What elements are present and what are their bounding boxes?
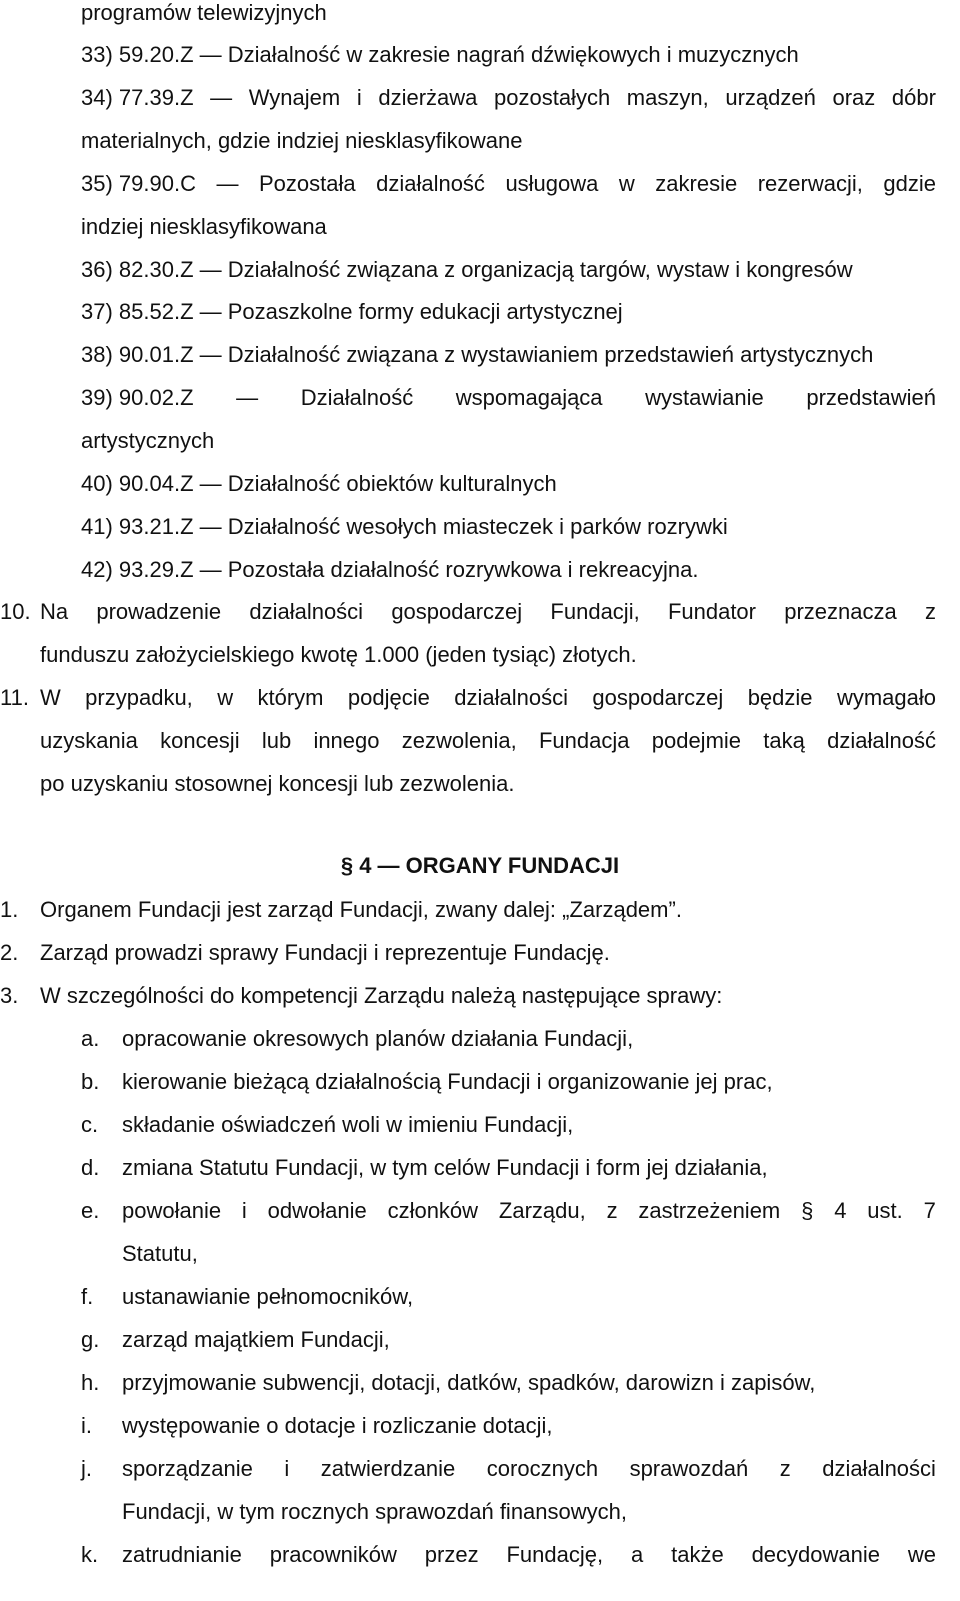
word: koncesji — [160, 728, 240, 753]
list-item-d: zmiana Statutu Fundacji, w tym celów Fundacji i form jej działania, — [122, 1155, 768, 1180]
activity-item-39-line-1 — [81, 385, 936, 411]
word: przypadku, — [85, 685, 193, 710]
list-item-k-letter: k. — [81, 1542, 99, 1567]
activity-item-41: 41) 93.21.Z — Działalność wesołych miasteczek i parków rozrywki — [81, 514, 728, 539]
list-item-c: składanie oświadczeń woli w imieniu Fundacji, — [122, 1112, 574, 1137]
list-item-f-letter: f. — [81, 1284, 94, 1309]
word: W — [40, 685, 61, 710]
word: rezerwacji, — [757, 171, 863, 196]
word: działalności — [822, 1456, 936, 1481]
word: odwołanie — [267, 1198, 367, 1223]
activity-continuation: programów telewizyjnych — [81, 0, 327, 25]
point-2-text: Zarząd prowadzi sprawy Fundacji i reprezentuje Fundację. — [40, 940, 610, 965]
activity-item-38: 38) 90.01.Z — Działalność związana z wystawianiem przedstawień artystycznych — [81, 342, 874, 367]
list-item-k-line-1 — [122, 1542, 936, 1568]
word: — — [236, 385, 259, 410]
word: urządzeń — [725, 85, 816, 110]
word: także — [671, 1542, 724, 1567]
word: dóbr — [891, 85, 936, 110]
activity-item-39-line-2: artystycznych — [81, 428, 215, 453]
paragraph-10-line-2: funduszu założycielskiego kwotę 1.000 (jeden tysiąc) złotych. — [40, 642, 637, 667]
word: wystawianie — [645, 385, 764, 410]
word: zastrzeżeniem — [638, 1198, 781, 1223]
list-item-e-line-2: Statutu, — [122, 1241, 198, 1266]
activity-item-34-line-1 — [81, 85, 936, 111]
word: — — [210, 85, 233, 110]
word: członków — [387, 1198, 479, 1223]
point-1-number: 1. — [0, 897, 19, 922]
point-3-text: W szczególności do kompetencji Zarządu należą następujące sprawy: — [40, 983, 723, 1008]
word: Działalność — [300, 385, 414, 410]
word: Na — [40, 599, 69, 624]
word: ust. — [867, 1198, 903, 1223]
point-1-text: Organem Fundacji jest zarząd Fundacji, zwany dalej: „Zarządem”. — [40, 897, 682, 922]
activity-item-40: 40) 90.04.Z — Działalność obiektów kulturalnych — [81, 471, 557, 496]
word: wspomagająca — [455, 385, 603, 410]
word: pozostałych — [494, 85, 611, 110]
list-item-c-letter: c. — [81, 1112, 99, 1137]
word: będzie — [747, 685, 813, 710]
word: działalności — [249, 599, 364, 624]
paragraph-11-line-2 — [40, 728, 936, 754]
word: Fundację, — [506, 1542, 604, 1567]
word: przedstawień — [806, 385, 936, 410]
section-heading: § 4 — ORGANY FUNDACJI — [340, 853, 620, 878]
word: i — [356, 85, 362, 110]
word: we — [907, 1542, 936, 1567]
activity-item-36: 36) 82.30.Z — Działalność związana z organizacją targów, wystaw i kongresów — [81, 257, 853, 282]
list-item-g: zarząd majątkiem Fundacji, — [122, 1327, 390, 1352]
word: Wynajem — [248, 85, 341, 110]
paragraph-11-line-3: po uzyskaniu stosownej koncesji lub zezwolenia. — [40, 771, 515, 796]
list-item-b: kierowanie bieżącą działalnością Fundacji i organizowanie jej prac, — [122, 1069, 773, 1094]
word: 34) 77.39.Z — [81, 85, 194, 110]
word: gospodarczej — [592, 685, 724, 710]
word: Pozostała — [258, 171, 356, 196]
word: zakresie — [655, 171, 738, 196]
list-item-a-letter: a. — [81, 1026, 100, 1051]
list-item-e-line-1 — [122, 1198, 936, 1224]
point-3-number: 3. — [0, 983, 19, 1008]
word: uzyskania — [40, 728, 138, 753]
word: dzierżawa — [378, 85, 478, 110]
list-item-b-letter: b. — [81, 1069, 100, 1094]
word: 35) 79.90.C — [81, 171, 196, 196]
word: w — [618, 171, 635, 196]
word: powołanie — [122, 1198, 222, 1223]
word: Fundator — [667, 599, 756, 624]
word: — — [216, 171, 239, 196]
paragraph-10-line-1 — [40, 599, 936, 625]
activity-item-35-line-1 — [81, 171, 936, 197]
word: z — [779, 1456, 791, 1481]
paragraph-10-number: 10. — [0, 599, 31, 624]
word: innego — [313, 728, 380, 753]
list-item-j-line-1 — [122, 1456, 936, 1482]
word: przeznacza — [784, 599, 897, 624]
word: 39) 90.02.Z — [81, 385, 194, 410]
word: działalność — [376, 171, 485, 196]
word: oraz — [832, 85, 876, 110]
word: zatrudnianie — [122, 1542, 242, 1567]
list-item-i-letter: i. — [81, 1413, 92, 1438]
list-item-g-letter: g. — [81, 1327, 100, 1352]
word: i — [241, 1198, 247, 1223]
paragraph-11-number: 11. — [0, 685, 29, 710]
word: corocznych — [486, 1456, 599, 1481]
word: Fundacja — [538, 728, 630, 753]
word: działalność — [827, 728, 936, 753]
word: usługowa — [505, 171, 599, 196]
word: przez — [424, 1542, 479, 1567]
paragraph-11-line-1 — [40, 685, 936, 711]
word: a — [630, 1542, 644, 1567]
list-item-j-line-2: Fundacji, w tym rocznych sprawozdań finansowych, — [122, 1499, 627, 1524]
word: lub — [261, 728, 292, 753]
word: i — [284, 1456, 290, 1481]
word: wymagało — [836, 685, 936, 710]
activity-item-37: 37) 85.52.Z — Pozaszkolne formy edukacji artystycznej — [81, 299, 623, 324]
activity-item-34-line-2: materialnych, gdzie indziej niesklasyfikowane — [81, 128, 523, 153]
word: podejmie — [651, 728, 742, 753]
point-2-number: 2. — [0, 940, 19, 965]
list-item-h-letter: h. — [81, 1370, 100, 1395]
word: pracowników — [269, 1542, 397, 1567]
activity-item-42: 42) 93.29.Z — Pozostała działalność rozrywkowa i rekreacyjna. — [81, 557, 699, 582]
word: prowadzenie — [96, 599, 222, 624]
list-item-e-letter: e. — [81, 1198, 100, 1223]
word: gospodarczej — [391, 599, 523, 624]
word: podjęcie — [347, 685, 430, 710]
word: w — [217, 685, 234, 710]
word: § — [801, 1198, 814, 1223]
word: 4 — [834, 1198, 847, 1223]
word: decydowanie — [751, 1542, 880, 1567]
list-item-a: opracowanie okresowych planów działania Fundacji, — [122, 1026, 634, 1051]
word: Zarządu, — [498, 1198, 586, 1223]
list-item-i: występowanie o dotacje i rozliczanie dotacji, — [122, 1413, 553, 1438]
word: maszyn, — [626, 85, 709, 110]
word: działalności — [454, 685, 568, 710]
word: z — [924, 599, 936, 624]
word: sporządzanie — [122, 1456, 253, 1481]
word: z — [606, 1198, 618, 1223]
word: 7 — [923, 1198, 936, 1223]
activity-item-33: 33) 59.20.Z — Działalność w zakresie nagrań dźwiękowych i muzycznych — [81, 42, 799, 67]
list-item-f: ustanawianie pełnomocników, — [122, 1284, 414, 1309]
word: gdzie — [883, 171, 936, 196]
list-item-h: przyjmowanie subwencji, dotacji, datków, spadków, darowizn i zapisów, — [122, 1370, 816, 1395]
list-item-j-letter: j. — [81, 1456, 92, 1481]
word: zatwierdzanie — [320, 1456, 456, 1481]
word: którym — [257, 685, 324, 710]
word: sprawozdań — [629, 1456, 749, 1481]
word: Fundacji, — [550, 599, 640, 624]
word: taką — [763, 728, 805, 753]
activity-item-35-line-2: indziej niesklasyfikowana — [81, 214, 327, 239]
word: zezwolenia, — [401, 728, 517, 753]
list-item-d-letter: d. — [81, 1155, 100, 1180]
